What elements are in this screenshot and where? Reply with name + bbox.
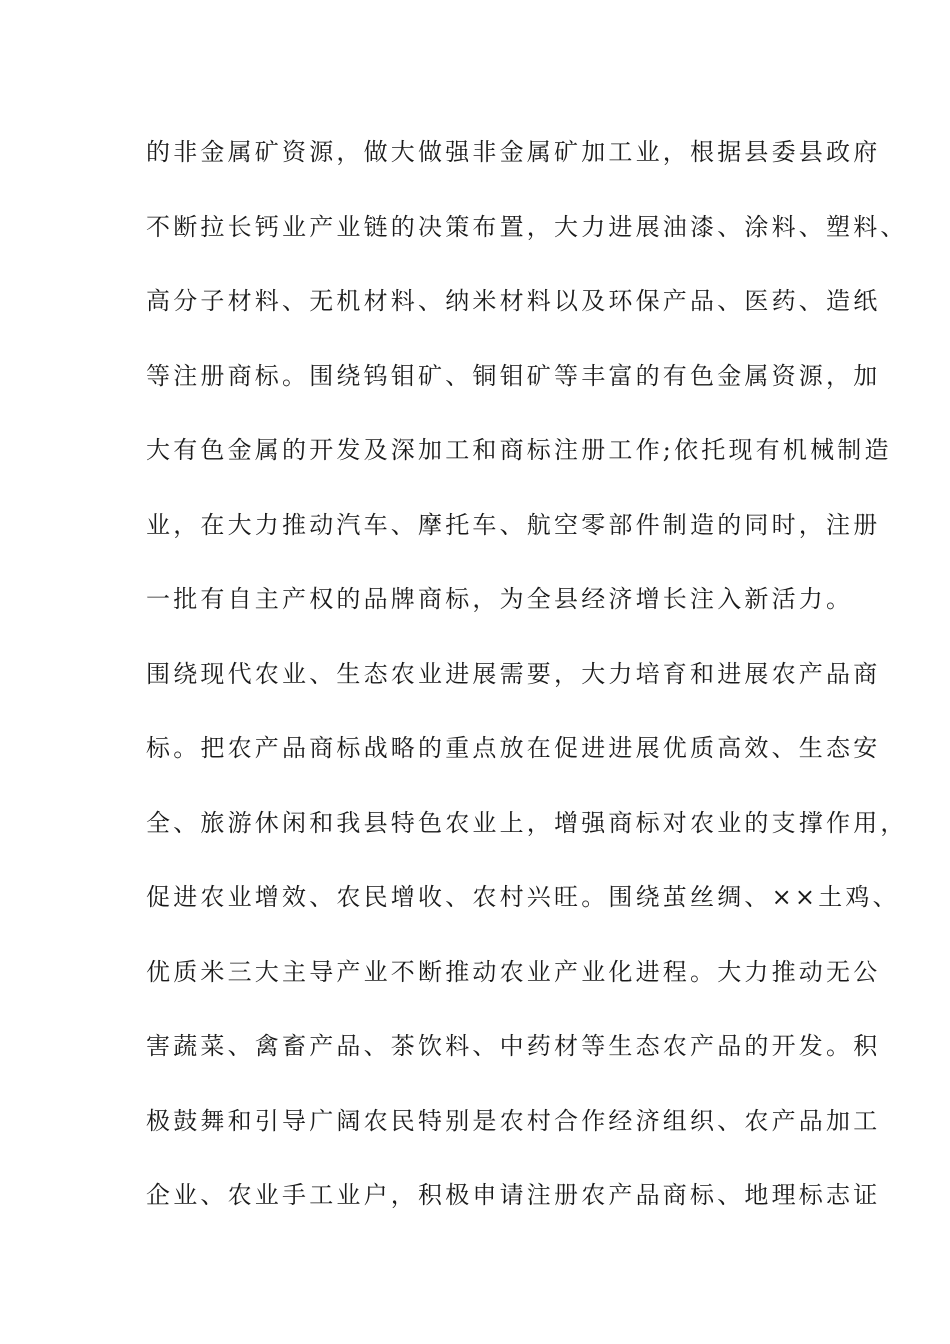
text-line-9: 标。把农产品商标战略的重点放在促进进展优质高效、生态安 xyxy=(146,734,881,762)
text-line-5: 大有色金属的开发及深加工和商标注册工作;依托现有机械制造 xyxy=(146,436,892,464)
text-line-6: 业，在大力推动汽车、摩托车、航空零部件制造的同时，注册 xyxy=(146,511,881,539)
text-line-10: 全、旅游休闲和我县特色农业上，增强商标对农业的支撑作用， xyxy=(146,809,908,837)
text-line-7: 一批有自主产权的品牌商标，为全县经济增长注入新活力。 xyxy=(146,585,854,613)
text-line-13: 害蔬菜、禽畜产品、茶饮料、中药材等生态农产品的开发。积 xyxy=(146,1032,881,1060)
text-line-11: 促进农业增效、农民增收、农村兴旺。围绕茧丝绸、××土鸡、 xyxy=(146,883,900,911)
text-line-3: 高分子材料、无机材料、纳米材料以及环保产品、医药、造纸 xyxy=(146,287,881,315)
text-line-2: 不断拉长钙业产业链的决策布置，大力进展油漆、涂料、塑料、 xyxy=(146,213,908,241)
text-line-8: 围绕现代农业、生态农业进展需要，大力培育和进展农产品商 xyxy=(146,660,881,688)
text-line-12: 优质米三大主导产业不断推动农业产业化进程。大力推动无公 xyxy=(146,958,881,986)
text-line-14: 极鼓舞和引导广阔农民特别是农村合作经济组织、农产品加工 xyxy=(146,1107,881,1135)
text-line-15: 企业、农业手工业户，积极申请注册农产品商标、地理标志证 xyxy=(146,1181,881,1209)
text-line-1: 的非金属矿资源，做大做强非金属矿加工业，根据县委县政府 xyxy=(146,138,881,166)
text-line-4: 等注册商标。围绕钨钼矿、铜钼矿等丰富的有色金属资源，加 xyxy=(146,362,881,390)
